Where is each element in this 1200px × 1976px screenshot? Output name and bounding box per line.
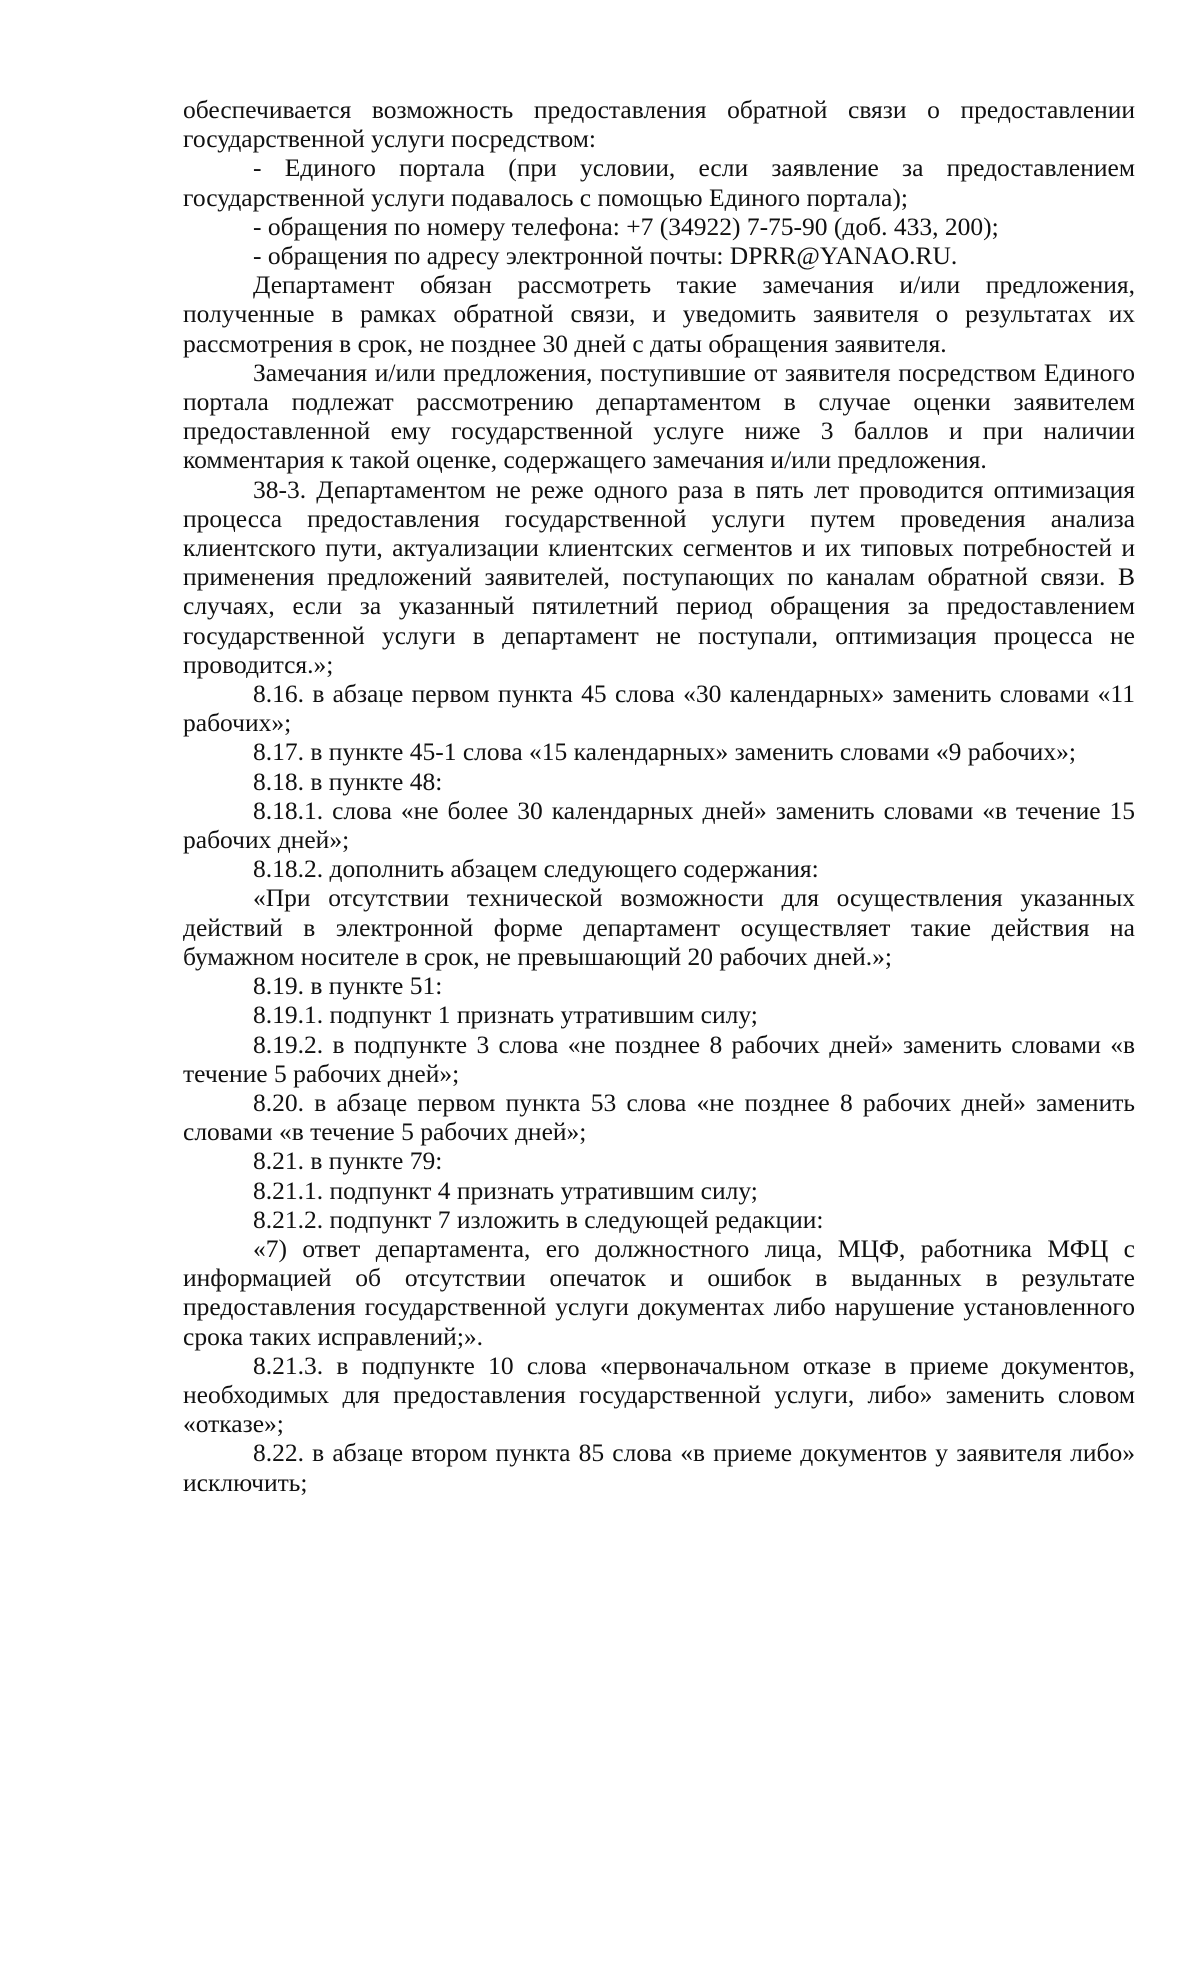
paragraph: - Единого портала (при условии, если заявление за предоставлением государственной услуги подавалось с помощью Единого портала); bbox=[183, 153, 1135, 212]
paragraph: 8.18. в пункте 48: bbox=[253, 766, 443, 796]
paragraph: 8.18.1. слова «не более 30 календарных дней» заменить словами «в течение 15 рабочих дней»; bbox=[183, 795, 1135, 855]
paragraph: «7) ответ департамента, его должностного лица, МЦФ, работника МФЦ с информацией об отсутствии опечаток и ошибок в выданных в результате предоставления государственной услуги документах либо нарушение установленного срока таких исправлений;». bbox=[183, 1233, 1135, 1351]
paragraph: - обращения по номеру телефона: +7 (34922) 7-75-90 (доб. 433, 200); bbox=[253, 211, 999, 241]
paragraph: 8.17. в пункте 45-1 слова «15 календарных» заменить словами «9 рабочих»; bbox=[253, 737, 1076, 767]
paragraph: Департамент обязан рассмотреть такие замечания и/или предложения, полученные в рамках обратной связи, и уведомить заявителя о результатах их рассмотрения в срок, не позднее 30 дней с даты обращения заявителя. bbox=[183, 270, 1135, 358]
paragraph: 8.21.3. в подпункте 10 слова «первоначальном отказе в приеме документов, необходимых для предоставления государственной услуги, либо» заменить словом «отказе»; bbox=[183, 1350, 1135, 1439]
paragraph: 8.21. в пункте 79: bbox=[253, 1146, 443, 1176]
paragraph: 8.21.2. подпункт 7 изложить в следующей редакции: bbox=[253, 1204, 824, 1234]
paragraph: 8.22. в абзаце втором пункта 85 слова «в приеме документов у заявителя либо» исключить; bbox=[183, 1438, 1135, 1497]
paragraph: Замечания и/или предложения, поступившие от заявителя посредством Единого портала подлежат рассмотрению департаментом в случае оценки заявителем предоставленной ему государственной услуге ниже 3 баллов и при наличии комментария к такой оценке, содержащего замечания и/или предложения. bbox=[183, 357, 1135, 475]
paragraph: - обращения по адресу электронной почты: DPRR@YANAO.RU. bbox=[253, 241, 958, 271]
paragraph: 8.20. в абзаце первом пункта 53 слова «не позднее 8 рабочих дней» заменить словами «в течение 5 рабочих дней»; bbox=[183, 1087, 1135, 1147]
paragraph: обеспечивается возможность предоставления обратной связи о предоставлении государственной услуги посредством: bbox=[183, 95, 1135, 154]
paragraph: «При отсутствии технической возможности для осуществления указанных действий в электронной форме департамент осуществляет такие действия на бумажном носителе в срок, не превышающий 20 рабочих дней.»; bbox=[183, 883, 1135, 971]
document-page bbox=[183, 95, 1135, 1497]
paragraph: 8.19.2. в подпункте 3 слова «не позднее 8 рабочих дней» заменить словами «в течение 5 рабочих дней»; bbox=[183, 1029, 1135, 1088]
paragraph: 8.19.1. подпункт 1 признать утратившим силу; bbox=[253, 1000, 758, 1030]
paragraph: 8.16. в абзаце первом пункта 45 слова «30 календарных» заменить словами «11 рабочих»; bbox=[183, 679, 1135, 738]
paragraph: 38-3. Департаментом не реже одного раза в пять лет проводится оптимизация процесса предоставления государственной услуги путем проведения анализа клиентского пути, актуализации клиентских сегментов и их типовых потребностей и применения предложений заявителей, поступающих по каналам обратной связи. В случаях, если за указанный пятилетний период обращения за предоставлением государственной услуги в департамент не поступали, оптимизация процесса не проводится.»; bbox=[183, 474, 1135, 679]
paragraph: 8.18.2. дополнить абзацем следующего содержания: bbox=[253, 854, 819, 884]
paragraph: 8.21.1. подпункт 4 признать утратившим силу; bbox=[253, 1175, 758, 1205]
paragraph: 8.19. в пункте 51: bbox=[253, 971, 443, 1001]
